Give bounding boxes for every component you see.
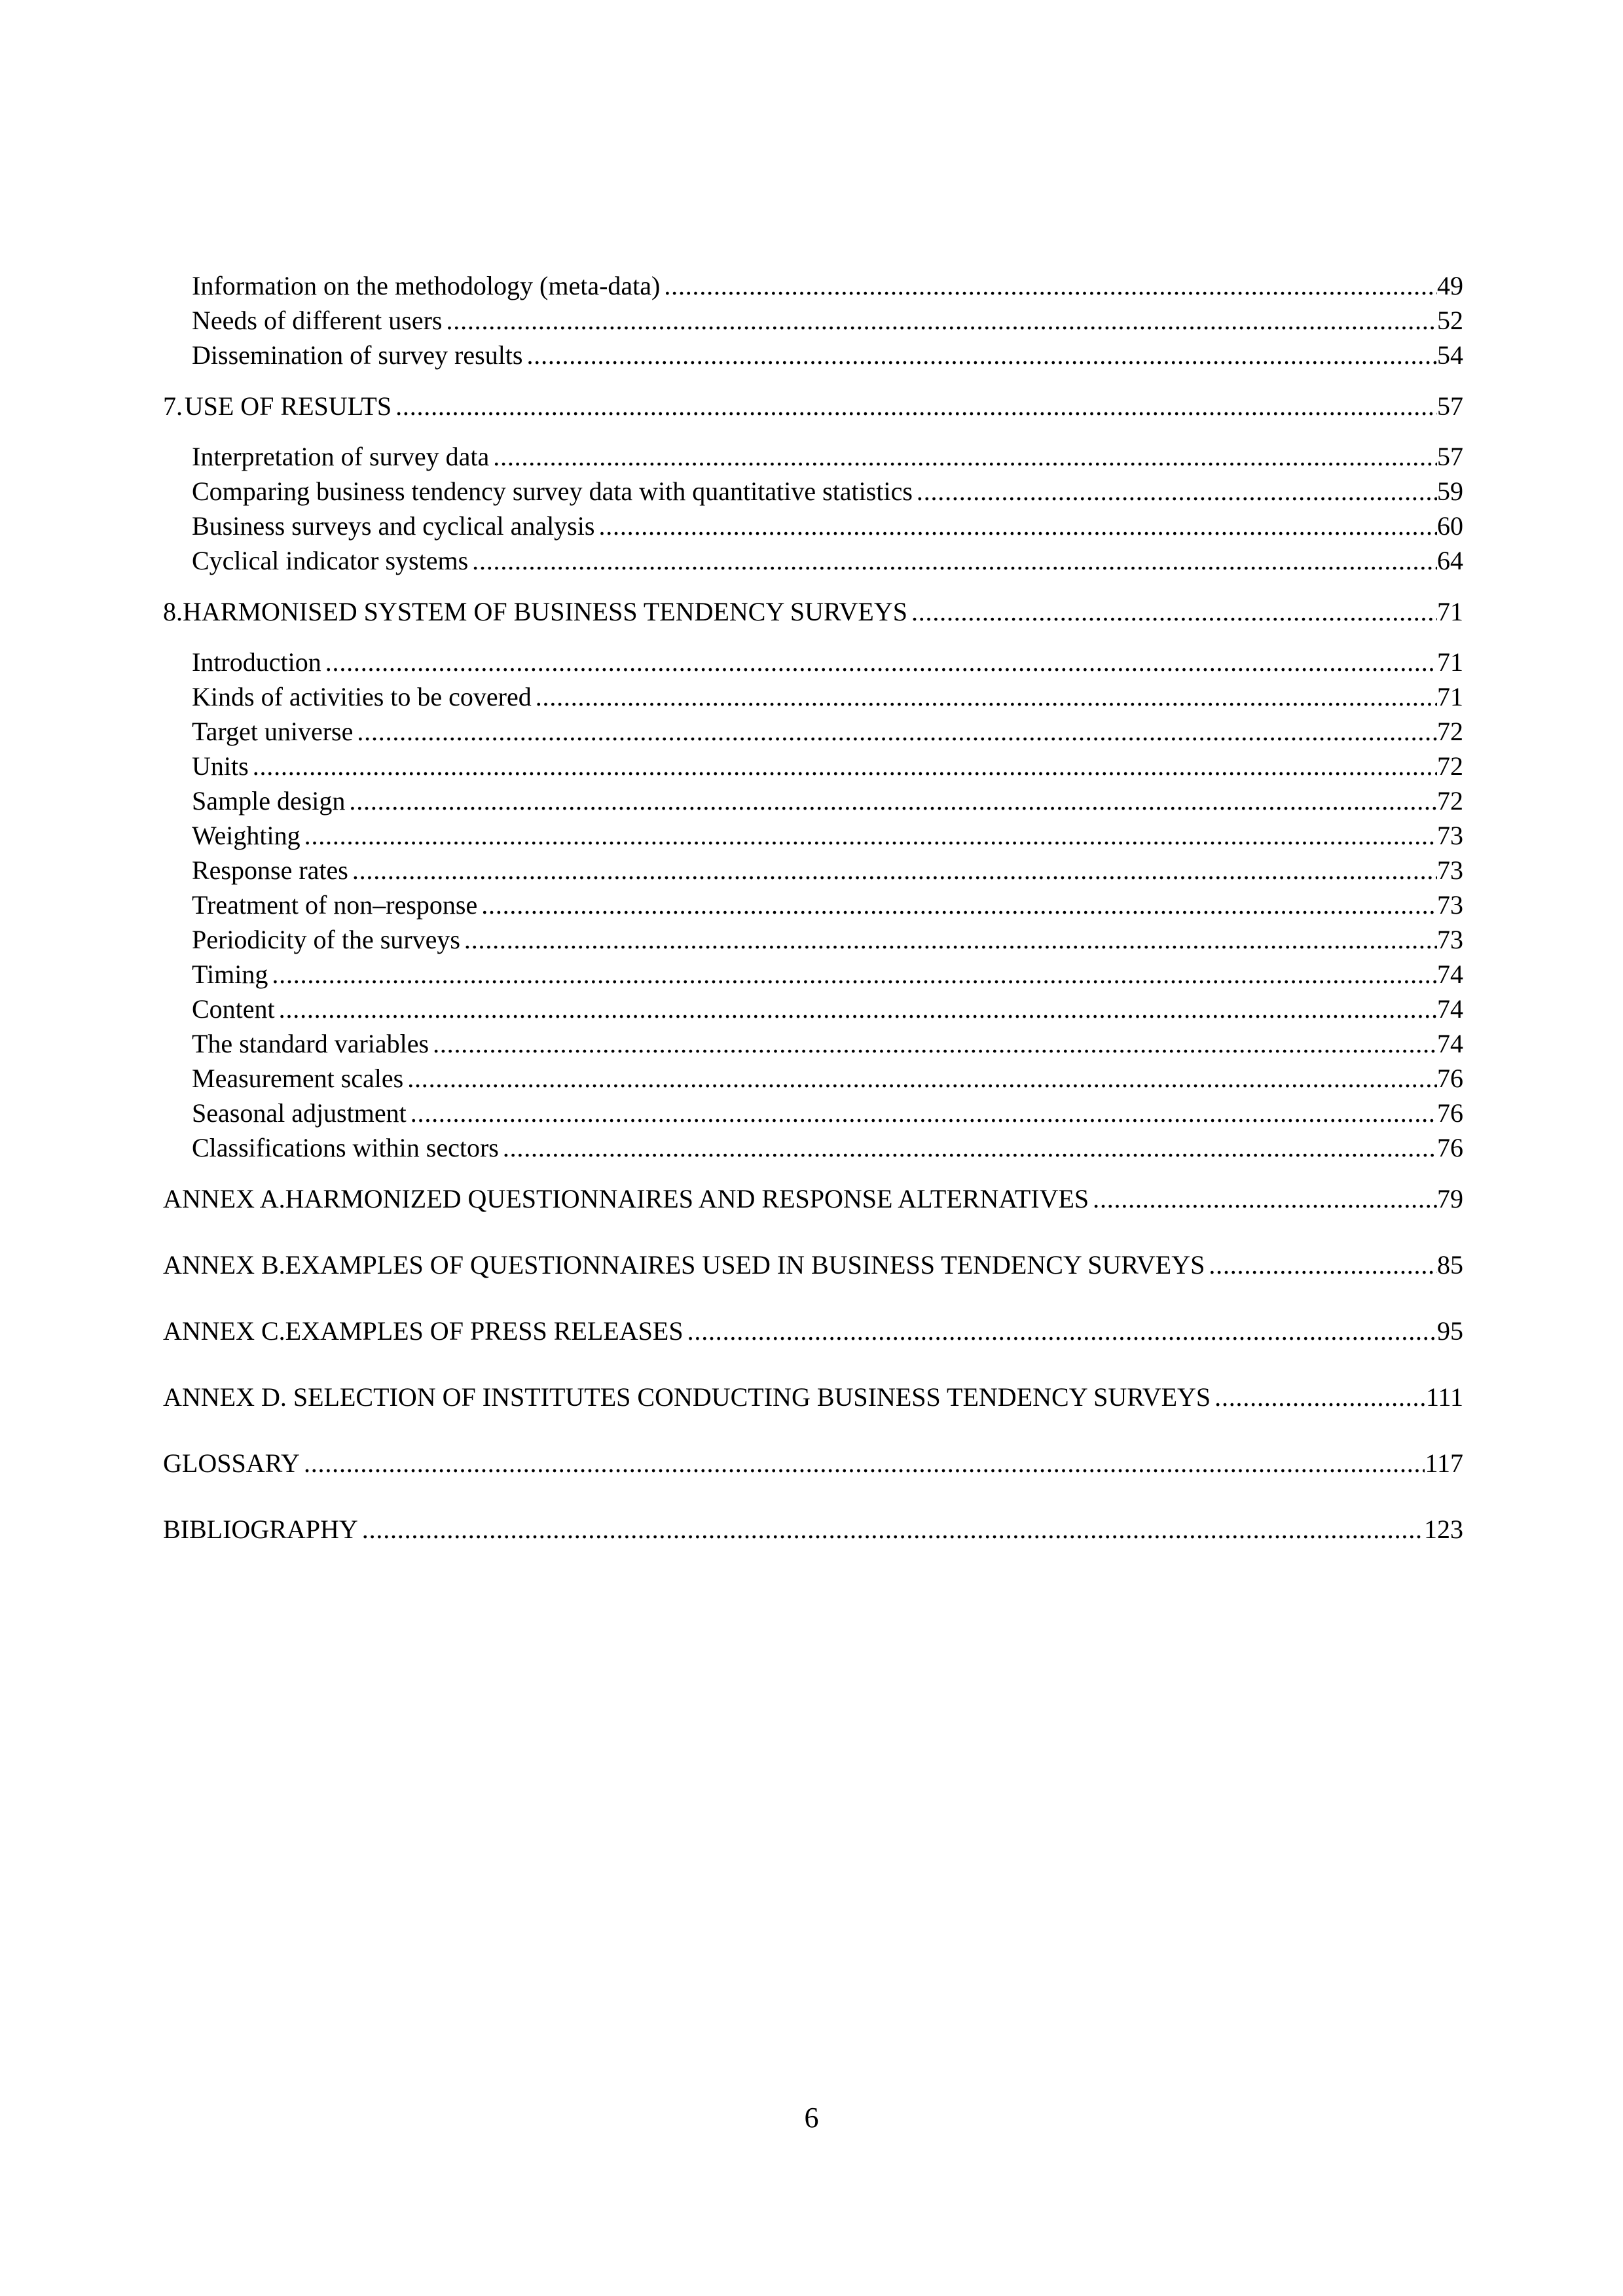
toc-entry-page: 59 <box>1437 476 1463 506</box>
dot-leader <box>1211 1380 1426 1414</box>
toc-entry-page: 73 <box>1437 821 1463 850</box>
toc-entry[interactable] <box>163 439 1463 474</box>
toc-entry-title: Periodicity of the surveys <box>192 925 460 954</box>
section-title: HARMONISED SYSTEM OF BUSINESS TENDENCY SURVEYS <box>183 597 907 626</box>
toc-entry[interactable] <box>163 509 1463 543</box>
annex-label: ANNEX B. <box>163 1250 285 1280</box>
dot-leader <box>442 303 1437 338</box>
toc-entry[interactable] <box>163 645 1463 679</box>
annex-page: 85 <box>1437 1250 1463 1280</box>
section-number: 7. <box>163 391 183 421</box>
toc-entry[interactable] <box>163 714 1463 749</box>
annex-label: ANNEX A. <box>163 1184 285 1213</box>
toc-entry-title: Interpretation of survey data <box>192 442 490 471</box>
page-number: 6 <box>804 2102 819 2134</box>
toc-entry-page: 57 <box>1437 442 1463 471</box>
toc-entry-page: 76 <box>1437 1098 1463 1128</box>
toc-entry-page: 72 <box>1437 717 1463 746</box>
toc-entry-page: 74 <box>1437 1029 1463 1058</box>
dot-leader <box>345 783 1437 818</box>
dot-leader <box>460 922 1437 957</box>
toc-entry-title: Units <box>192 751 249 781</box>
toc-entry-title: Weighting <box>192 821 301 850</box>
dot-leader <box>499 1130 1437 1165</box>
toc-entry-page: 73 <box>1437 890 1463 920</box>
toc-entry-title: Business surveys and cyclical analysis <box>192 511 595 541</box>
toc-entry[interactable] <box>163 818 1463 853</box>
toc-entry[interactable] <box>163 474 1463 509</box>
annex-page: 111 <box>1425 1382 1463 1412</box>
toc-entry-page: 74 <box>1437 960 1463 989</box>
toc-entry-page: 64 <box>1437 546 1463 575</box>
toc-entry-title: Response rates <box>192 855 348 885</box>
glossary-title: GLOSSARY <box>163 1448 300 1478</box>
dot-leader <box>523 338 1438 372</box>
annex-title: ANNEX D. SELECTION OF INSTITUTES CONDUCTING BUSINESS TENDENCY SURVEYS <box>163 1382 1211 1412</box>
dot-leader <box>275 992 1437 1026</box>
toc-entry-page: 76 <box>1437 1133 1463 1162</box>
dot-leader <box>1205 1247 1437 1282</box>
dot-leader <box>489 439 1437 474</box>
dot-leader <box>407 1096 1437 1130</box>
annex-page: 79 <box>1437 1184 1463 1213</box>
glossary-page: 117 <box>1425 1448 1463 1478</box>
toc-entry-page: 73 <box>1437 925 1463 954</box>
toc-entry[interactable] <box>163 922 1463 957</box>
toc-entry[interactable] <box>163 853 1463 888</box>
toc-entry-page: 73 <box>1437 855 1463 885</box>
toc-entry-title: Content <box>192 994 275 1024</box>
annex-page: 95 <box>1437 1316 1463 1346</box>
toc-entry-title: Seasonal adjustment <box>192 1098 407 1128</box>
toc-entry[interactable] <box>163 1061 1463 1096</box>
toc-glossary[interactable] <box>163 1446 1463 1480</box>
toc-section-7[interactable] <box>163 389 1463 423</box>
table-of-contents <box>163 268 1463 1578</box>
toc-entry[interactable] <box>163 679 1463 714</box>
toc-bibliography[interactable] <box>163 1512 1463 1547</box>
dot-leader <box>907 594 1437 629</box>
toc-entry-page: 49 <box>1437 271 1463 300</box>
annex-title: HARMONIZED QUESTIONNAIRES AND RESPONSE ALTERNATIVES <box>285 1184 1089 1213</box>
dot-leader <box>594 509 1437 543</box>
dot-leader <box>353 714 1437 749</box>
toc-entry[interactable] <box>163 957 1463 992</box>
toc-annex-a[interactable] <box>163 1181 1463 1216</box>
toc-entry-title: Comparing business tendency survey data with quantitative statistics <box>192 476 913 506</box>
section-page: 71 <box>1437 597 1463 626</box>
bibliography-title: BIBLIOGRAPHY <box>163 1515 358 1544</box>
toc-section-8[interactable] <box>163 594 1463 629</box>
toc-annex-b[interactable] <box>163 1247 1463 1282</box>
toc-annex-c[interactable] <box>163 1314 1463 1348</box>
dot-leader <box>913 474 1437 509</box>
dot-leader <box>477 888 1437 922</box>
toc-entry-page: 76 <box>1437 1064 1463 1093</box>
dot-leader <box>301 818 1437 853</box>
toc-entry-title: Classifications within sectors <box>192 1133 499 1162</box>
toc-entry-title: Sample design <box>192 786 346 816</box>
toc-entry-page: 74 <box>1437 994 1463 1024</box>
toc-entry-title: Measurement scales <box>192 1064 404 1093</box>
annex-title: EXAMPLES OF QUESTIONNAIRES USED IN BUSINESS TENDENCY SURVEYS <box>285 1250 1205 1280</box>
dot-leader <box>392 389 1437 423</box>
toc-entry-page: 60 <box>1437 511 1463 541</box>
toc-entry-title: Treatment of non–response <box>192 890 478 920</box>
toc-entry-page: 71 <box>1437 647 1463 677</box>
toc-entry-title: Dissemination of survey results <box>192 340 523 370</box>
toc-entry[interactable] <box>163 268 1463 303</box>
dot-leader <box>429 1026 1437 1061</box>
dot-leader <box>684 1314 1437 1348</box>
toc-annex-d[interactable] <box>163 1380 1463 1414</box>
toc-entry[interactable] <box>163 888 1463 922</box>
toc-entry[interactable] <box>163 992 1463 1026</box>
bibliography-page: 123 <box>1424 1515 1463 1544</box>
toc-entry-page: 71 <box>1437 682 1463 711</box>
toc-entry[interactable] <box>163 543 1463 578</box>
toc-entry[interactable] <box>163 1130 1463 1165</box>
dot-leader <box>321 645 1437 679</box>
toc-entry[interactable] <box>163 783 1463 818</box>
dot-leader <box>403 1061 1437 1096</box>
section-number: 8. <box>163 597 183 626</box>
dot-leader <box>348 853 1437 888</box>
toc-entry-title: Information on the methodology (meta-data) <box>192 271 661 300</box>
toc-entry-page: 54 <box>1437 340 1463 370</box>
dot-leader <box>249 749 1437 783</box>
dot-leader <box>532 679 1437 714</box>
toc-entry[interactable] <box>163 1096 1463 1130</box>
toc-entry-title: Cyclical indicator systems <box>192 546 469 575</box>
toc-entry-page: 52 <box>1437 306 1463 335</box>
section-title: USE OF RESULTS <box>184 391 392 421</box>
annex-label: ANNEX C. <box>163 1316 285 1346</box>
toc-entry[interactable] <box>163 1026 1463 1061</box>
dot-leader <box>468 543 1437 578</box>
section-page: 57 <box>1437 391 1463 421</box>
dot-leader <box>358 1512 1424 1547</box>
toc-entry-title: Introduction <box>192 647 321 677</box>
dot-leader <box>660 268 1437 303</box>
annex-title: EXAMPLES OF PRESS RELEASES <box>285 1316 684 1346</box>
toc-entry[interactable] <box>163 338 1463 372</box>
toc-entry-title: The standard variables <box>192 1029 429 1058</box>
toc-entry[interactable] <box>163 749 1463 783</box>
toc-entry[interactable] <box>163 303 1463 338</box>
toc-entry-page: 72 <box>1437 751 1463 781</box>
dot-leader <box>268 957 1437 992</box>
dot-leader <box>300 1446 1425 1480</box>
toc-entry-title: Kinds of activities to be covered <box>192 682 532 711</box>
toc-entry-title: Target universe <box>192 717 354 746</box>
dot-leader <box>1089 1181 1437 1216</box>
toc-entry-title: Timing <box>192 960 268 989</box>
toc-entry-title: Needs of different users <box>192 306 443 335</box>
toc-entry-page: 72 <box>1437 786 1463 816</box>
